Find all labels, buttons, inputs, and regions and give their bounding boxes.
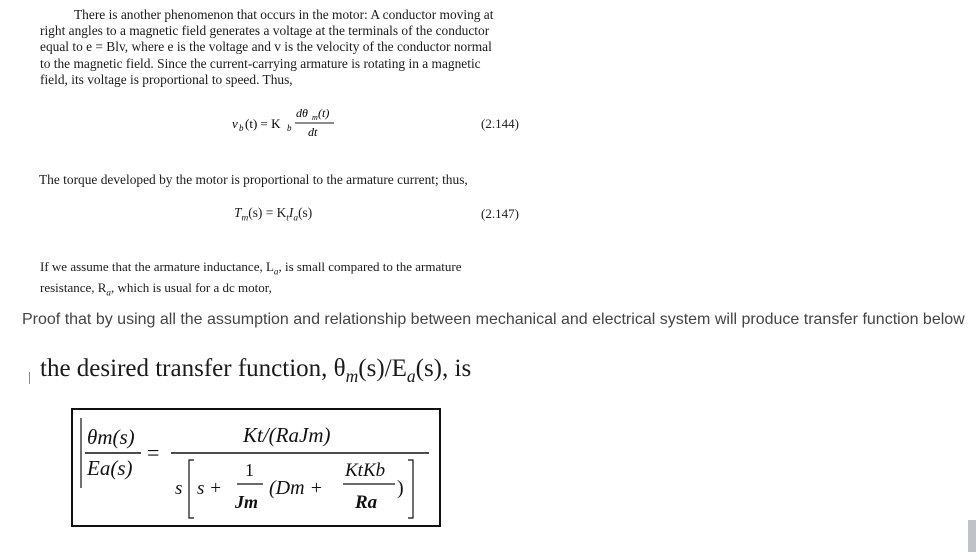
tf-lhs-numerator: θm(s): [87, 425, 135, 449]
torque-rhs: (s) = K: [248, 205, 287, 220]
back-emf-numerator: dθ: [296, 106, 308, 120]
back-emf-k-sub: b: [287, 123, 292, 133]
desired-heading-sub2: a: [406, 366, 416, 386]
tf-right-bracket: [408, 460, 413, 518]
equation-number-2-147: (2.147): [481, 206, 519, 221]
equation-number-2-144: (2.144): [481, 116, 519, 131]
tf-inner-s: s +: [197, 478, 222, 499]
back-emf-denominator: dt: [308, 125, 318, 139]
tf-left-bracket: [189, 460, 194, 518]
tf-lhs-denominator: Ea(s): [87, 456, 133, 480]
back-emf-lhs-sub: b: [239, 123, 244, 133]
motor-paragraph: [40, 7, 530, 88]
transfer-function-svg: [73, 410, 439, 525]
tf-equals: =: [147, 440, 160, 465]
tf-one: 1: [245, 460, 254, 480]
assumption-la-sub: a: [273, 266, 279, 277]
motor-paragraph-line-5: field, its voltage is proportional to speed. Thus,: [40, 71, 293, 87]
assumption-line-2-start: resistance, R: [40, 279, 107, 295]
motor-paragraph-line-2: right angles to a magnetic field generates a voltage at the terminals of the conductor: [40, 23, 490, 39]
tf-ra: Ra: [355, 492, 378, 513]
torque-lhs: T: [234, 205, 242, 220]
tf-den-s: s: [175, 478, 183, 499]
desired-transfer-heading: [40, 355, 471, 387]
torque-k-sub: t: [286, 213, 289, 224]
torque-lhs-sub: m: [241, 213, 249, 224]
torque-tail: (s): [298, 205, 313, 220]
torque-i-symbol: I: [288, 205, 294, 220]
torque-i-sub: a: [293, 213, 299, 224]
proof-statement: Proof that by using all the assumption and relationship between mechanical and electrical system will produce transfer function below: [22, 311, 965, 328]
desired-heading-pre: the desired transfer function, θ: [40, 355, 346, 382]
assumption-line-1-start: If we assume that the armature inductance, L: [40, 259, 274, 274]
assumption-line-2: [40, 280, 461, 301]
assumption-line-1-end: , is small compared to the armature: [278, 259, 462, 274]
tf-kk: KtKb: [345, 460, 386, 481]
desired-heading-post: (s), is: [415, 355, 472, 382]
back-emf-equation: [232, 108, 352, 142]
desired-heading-sub1: m: [345, 366, 359, 386]
motor-paragraph-line-4: to the magnetic field. Since the current-carrying armature is rotating in a magnetic: [40, 55, 481, 71]
torque-sentence: The torque developed by the motor is proportional to the armature current; thus,: [39, 172, 468, 187]
tf-close-paren: ): [397, 477, 404, 499]
torque-equation: [234, 205, 312, 224]
assumption-ra-sub: a: [106, 287, 111, 298]
back-emf-lhs-arg: (t) = K: [245, 116, 281, 131]
assumption-line-2-end: , which is usual for a dc motor,: [110, 279, 272, 295]
caret-mark: [29, 372, 30, 384]
back-emf-equation-svg: [232, 108, 352, 142]
back-emf-lhs: v: [232, 116, 238, 131]
assumption-line-1: [40, 259, 461, 280]
transfer-function-box: [71, 408, 441, 527]
tf-dm: (Dm +: [269, 477, 324, 499]
scrollbar-stub[interactable]: [968, 520, 976, 552]
motor-paragraph-line-3: equal to e = Blv, where e is the voltage and v is the velocity of the conductor normal: [40, 39, 492, 55]
back-emf-numerator-arg: (t): [318, 106, 330, 120]
motor-paragraph-line-1: There is another phenomenon that occurs in the motor: A conductor moving at: [74, 7, 494, 22]
tf-rhs-numerator: Kt/(RaJm): [243, 423, 331, 447]
back-emf-numerator-sub: m: [312, 113, 318, 122]
tf-jm: Jm: [235, 492, 259, 512]
desired-heading-mid: (s)/E: [358, 355, 407, 382]
assumption-paragraph: [40, 259, 461, 300]
